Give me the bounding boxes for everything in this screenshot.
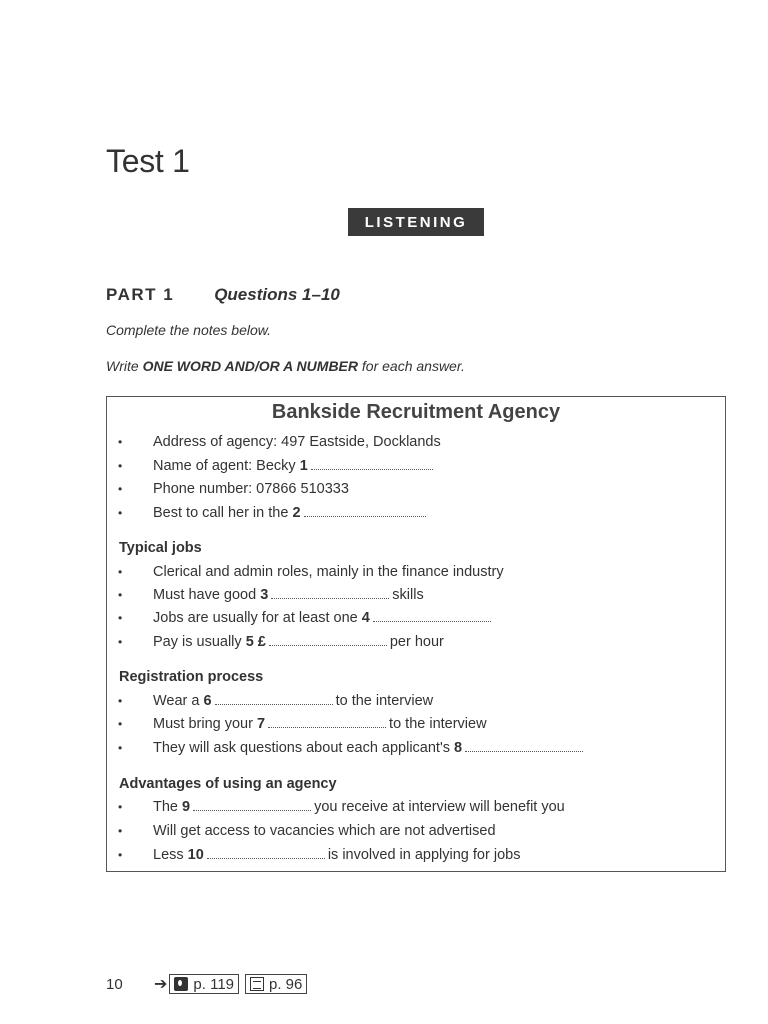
- transcript-page: p. 96: [269, 975, 303, 993]
- question-number: 1: [299, 458, 308, 474]
- answer-gap-7[interactable]: [268, 713, 386, 728]
- section-badge: LISTENING: [348, 208, 484, 236]
- answer-gap-8[interactable]: [465, 737, 583, 752]
- item-text-after: per hour: [389, 634, 444, 650]
- item-text: Must bring your: [153, 716, 257, 732]
- question-number: 5 £: [245, 634, 266, 650]
- item-text-after: is involved in applying for jobs: [327, 847, 521, 863]
- item-text: Jobs are usually for at least one: [153, 610, 362, 626]
- item-text: Name of agent: Becky: [153, 458, 300, 474]
- page-footer: [106, 971, 313, 997]
- question-number: 2: [292, 505, 301, 521]
- list-item: [107, 607, 725, 629]
- question-number: 3: [260, 587, 269, 603]
- bullet-icon: •: [118, 717, 123, 731]
- answer-gap-3[interactable]: [271, 584, 389, 599]
- question-number: 4: [361, 610, 370, 626]
- bullet-icon: •: [118, 635, 123, 649]
- answer-gap-4[interactable]: [373, 607, 491, 622]
- bullet-icon: •: [118, 459, 123, 473]
- answer-key-icon: [174, 977, 188, 991]
- list-item: [107, 455, 725, 477]
- answer-key-link[interactable]: [169, 974, 239, 994]
- bullet-icon: •: [118, 848, 123, 862]
- item-text: Address of agency: 497 Eastside, Docklands: [153, 434, 441, 450]
- list-item: [107, 690, 725, 712]
- page-number: 10: [106, 975, 123, 993]
- list-item: [107, 584, 725, 606]
- list-item: [107, 820, 725, 842]
- answer-gap-2[interactable]: [304, 502, 426, 517]
- item-text-after: to the interview: [389, 716, 487, 732]
- list-item: [107, 631, 725, 653]
- list-item: [107, 502, 725, 524]
- list-item: [107, 844, 725, 866]
- item-text-after: skills: [392, 587, 424, 603]
- item-text: Clerical and admin roles, mainly in the finance industry: [153, 564, 504, 580]
- item-text: Must have good: [153, 587, 261, 603]
- bullet-icon: •: [118, 741, 123, 755]
- instruction-suffix: for each answer.: [358, 358, 465, 374]
- item-text: Phone number: 07866 510333: [153, 481, 349, 497]
- answer-key-page: p. 119: [193, 975, 234, 993]
- list-item: [107, 737, 725, 759]
- instruction-prefix: Write: [106, 358, 143, 374]
- bullet-icon: •: [118, 611, 123, 625]
- question-number: 8: [454, 740, 463, 756]
- item-text: Pay is usually: [153, 634, 246, 650]
- answer-gap-6[interactable]: [215, 690, 333, 705]
- bullet-icon: •: [118, 800, 123, 814]
- instruction-line-1: Complete the notes below.: [106, 322, 271, 338]
- bullet-icon: •: [118, 482, 123, 496]
- list-item: [107, 796, 725, 818]
- item-text: Best to call her in the: [153, 505, 293, 521]
- bullet-icon: •: [118, 435, 123, 449]
- item-text-after: to the interview: [335, 693, 434, 709]
- transcript-icon: [250, 977, 264, 991]
- item-text-after: you receive at interview will benefit you: [314, 799, 565, 815]
- bullet-icon: •: [118, 565, 123, 579]
- question-number: 7: [256, 716, 266, 732]
- list-item: [107, 431, 725, 453]
- registration-heading: Registration process: [119, 669, 264, 685]
- bullet-icon: •: [118, 506, 123, 520]
- transcript-link[interactable]: [245, 974, 307, 994]
- part-label: PART 1: [106, 285, 175, 304]
- answer-gap-9[interactable]: [193, 796, 311, 811]
- test-title: Test 1: [106, 143, 190, 179]
- arrow-right-icon: ➔: [154, 976, 168, 993]
- list-item: [107, 478, 725, 500]
- item-text: Less: [153, 847, 188, 863]
- part-heading: [106, 285, 340, 305]
- instruction-line-2: [106, 358, 465, 374]
- notes-box: [106, 396, 726, 872]
- answer-gap-5[interactable]: [269, 631, 387, 646]
- question-number: 6: [203, 693, 212, 709]
- typical-jobs-heading: Typical jobs: [119, 540, 202, 556]
- item-text: Will get access to vacancies which are not advertised: [153, 823, 496, 839]
- notes-title: Bankside Recruitment Agency: [271, 401, 561, 423]
- instruction-bold: ONE WORD AND/OR A NUMBER: [142, 358, 358, 374]
- list-item: [107, 713, 725, 735]
- question-number: 10: [187, 847, 204, 863]
- item-text: The: [153, 799, 183, 815]
- part-questions: Questions 1–10: [214, 285, 340, 304]
- item-text: Wear a: [153, 693, 204, 709]
- bullet-icon: •: [118, 588, 123, 602]
- bullet-icon: •: [118, 824, 123, 838]
- answer-gap-1[interactable]: [311, 455, 433, 470]
- list-item: [107, 561, 725, 583]
- answer-gap-10[interactable]: [207, 844, 325, 859]
- item-text: They will ask questions about each applicant's: [153, 740, 454, 756]
- bullet-icon: •: [118, 694, 123, 708]
- advantages-heading: Advantages of using an agency: [119, 776, 337, 792]
- question-number: 9: [182, 799, 191, 815]
